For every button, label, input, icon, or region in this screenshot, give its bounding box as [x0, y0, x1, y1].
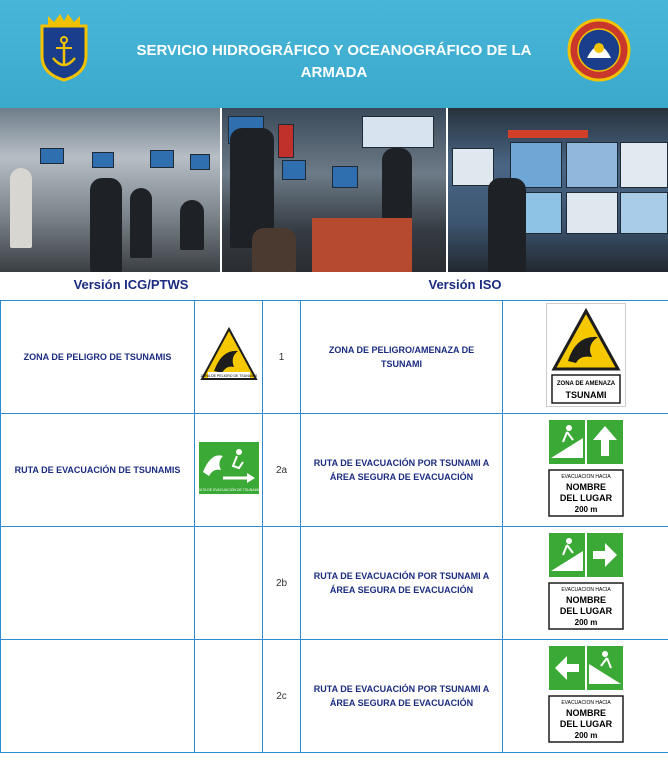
operations-center-photo-strip: [0, 108, 668, 272]
evacuation-route-sign-iso-left: [547, 644, 625, 744]
evacuation-route-sign-iso-right: [547, 531, 625, 631]
icg-sign-label: RUTA DE EVACUACIÓN DE TSUNAMIS: [14, 465, 181, 475]
sign-number: 2c: [263, 640, 301, 753]
iso-sign-label: RUTA DE EVACUACIÓN POR TSUNAMI A ÁREA SEGURA DE EVACUACIÓN: [313, 458, 490, 482]
table-row: [1, 527, 668, 640]
iso-sign-label: ZONA DE PELIGRO/AMENAZA DE TSUNAMI: [328, 345, 475, 369]
header-title: SERVICIO HIDROGRÁFICO Y OCEANOGRÁFICO DE LA ARMADA: [136, 42, 532, 81]
icg-ptws-column-heading: Versión ICG/PTWS: [73, 277, 189, 292]
iso-sign-line2: TSUNAMI: [565, 389, 606, 400]
iso-sign-name2: DEL LUGAR: [559, 492, 612, 503]
iso-sign-label: RUTA DE EVACUACIÓN POR TSUNAMI A ÁREA SEGURA DE EVACUACIÓN: [313, 684, 490, 708]
tsunami-hazard-sign-icg: [200, 327, 258, 383]
icg-sign-caption: RUTA DE EVACUACIÓN DE TSUNAMIS: [198, 487, 259, 492]
operations-room-photo-3: [448, 108, 668, 272]
iso-sign-line1: ZONA DE AMENAZA: [556, 380, 615, 387]
tsunami-signs-table: [0, 300, 668, 753]
header-banner: [0, 0, 668, 108]
table-row: [1, 301, 668, 414]
table-row: [1, 640, 668, 753]
empty-icg-sign-cell: [195, 640, 263, 753]
empty-icg-sign-cell: [195, 527, 263, 640]
iso-sign-small: EVACUACION HACIA: [560, 699, 611, 706]
iso-column-heading: Versión ISO: [428, 277, 502, 292]
sign-number: 2b: [263, 527, 301, 640]
table-row: [1, 414, 668, 527]
iso-sign-label: RUTA DE EVACUACIÓN POR TSUNAMI A ÁREA SEGURA DE EVACUACIÓN: [313, 571, 490, 595]
iso-sign-name1: NOMBRE: [565, 707, 606, 718]
iso-sign-name2: DEL LUGAR: [559, 605, 612, 616]
sign-number: 2a: [263, 414, 301, 527]
operations-room-photo-1: [0, 108, 220, 272]
iso-sign-distance: 200 m: [574, 617, 597, 627]
operations-room-photo-2: [222, 108, 446, 272]
iso-sign-name1: NOMBRE: [565, 594, 606, 605]
iso-sign-small: EVACUACION HACIA: [560, 473, 611, 480]
shoa-seal-logo: [567, 18, 631, 82]
iso-sign-name2: DEL LUGAR: [559, 718, 612, 729]
iso-sign-name1: NOMBRE: [565, 481, 606, 492]
evacuation-route-sign-iso-up: [547, 418, 625, 518]
iso-sign-small: EVACUACION HACIA: [560, 586, 611, 593]
sign-number: 1: [263, 301, 301, 414]
icg-sign-label: ZONA DE PELIGRO DE TSUNAMIS: [23, 352, 172, 362]
iso-sign-distance: 200 m: [574, 730, 597, 740]
tsunami-hazard-sign-iso: [546, 303, 626, 407]
navy-shield-logo: [38, 12, 90, 82]
evacuation-route-sign-icg: [199, 442, 259, 494]
icg-sign-caption: ZONA DE PELIGRO DE TSUNAMIS: [200, 373, 257, 378]
iso-sign-distance: 200 m: [574, 504, 597, 514]
